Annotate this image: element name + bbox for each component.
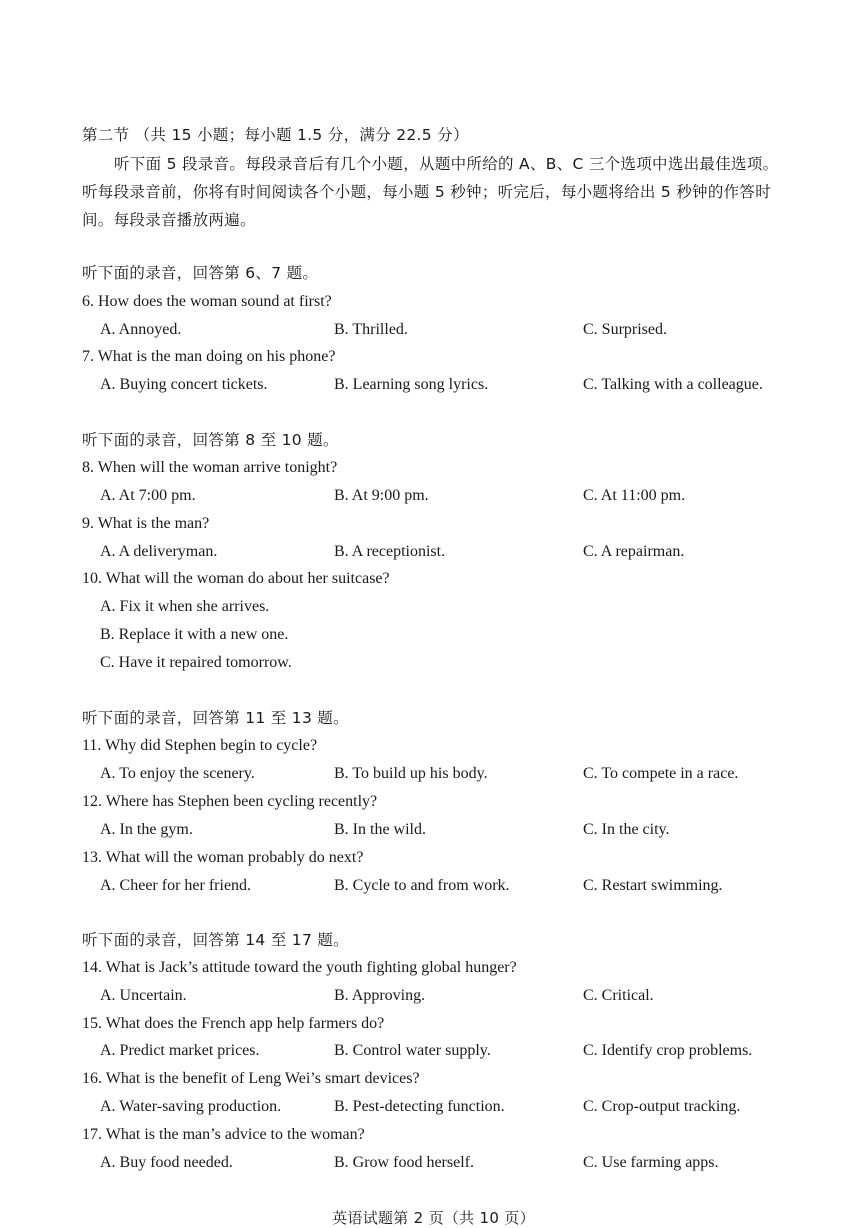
- q6-option-c: C. Surprised.: [583, 321, 667, 338]
- question-12: 12. Where has Stephen been cycling recently?: [82, 793, 378, 810]
- group-heading: 听下面的录音，回答第 14 至 17 题。: [82, 931, 349, 949]
- q17-option-b: B. Grow food herself.: [334, 1154, 474, 1171]
- q6-option-b: B. Thrilled.: [334, 321, 408, 338]
- question-16: 16. What is the benefit of Leng Wei’s smart devices?: [82, 1070, 420, 1087]
- q8-option-a: A. At 7:00 pm.: [100, 487, 196, 504]
- q10-option-a: A. Fix it when she arrives.: [100, 598, 270, 615]
- question-8: 8. When will the woman arrive tonight?: [82, 459, 338, 476]
- q14-option-a: A. Uncertain.: [100, 987, 187, 1004]
- q7-option-c: C. Talking with a colleague.: [583, 376, 763, 393]
- q13-option-b: B. Cycle to and from work.: [334, 877, 510, 894]
- q14-option-b: B. Approving.: [334, 987, 426, 1004]
- q11-option-b: B. To build up his body.: [334, 765, 488, 782]
- q12-option-a: A. In the gym.: [100, 821, 193, 838]
- q12-option-c: C. In the city.: [583, 821, 670, 838]
- q9-option-b: B. A receptionist.: [334, 543, 446, 560]
- question-13: 13. What will the woman probably do next?: [82, 849, 364, 866]
- q7-option-b: B. Learning song lyrics.: [334, 376, 489, 393]
- question-11: 11. Why did Stephen begin to cycle?: [82, 737, 318, 754]
- q17-option-a: A. Buy food needed.: [100, 1154, 233, 1171]
- group-heading: 听下面的录音，回答第 6、7 题。: [82, 264, 319, 282]
- q16-option-c: C. Crop-output tracking.: [583, 1098, 741, 1115]
- q8-option-c: C. At 11:00 pm.: [583, 487, 686, 504]
- q9-option-a: A. A deliveryman.: [100, 543, 218, 560]
- q13-option-c: C. Restart swimming.: [583, 877, 723, 894]
- section-instructions: 听下面 5 段录音。每段录音后有几个小题，从题中所给的 A、B、C 三个选项中选出最佳选项。听每段录音前，你将有时间阅读各个小题，每小题 5 秒钟；听完后，每小题将给出 5 秒钟的作答时间。每段录音播放两遍。: [82, 155, 779, 229]
- q7-option-a: A. Buying concert tickets.: [100, 376, 268, 393]
- q11-option-c: C. To compete in a race.: [583, 765, 739, 782]
- q16-option-a: A. Water-saving production.: [100, 1098, 282, 1115]
- q15-option-a: A. Predict market prices.: [100, 1042, 260, 1059]
- question-7: 7. What is the man doing on his phone?: [82, 348, 336, 365]
- group-heading: 听下面的录音，回答第 11 至 13 题。: [82, 709, 349, 727]
- q9-option-c: C. A repairman.: [583, 543, 685, 560]
- question-14: 14. What is Jack’s attitude toward the youth fighting global hunger?: [82, 959, 517, 976]
- q17-option-c: C. Use farming apps.: [583, 1154, 719, 1171]
- question-6: 6. How does the woman sound at first?: [82, 293, 332, 310]
- q12-option-b: B. In the wild.: [334, 821, 426, 838]
- q13-option-a: A. Cheer for her friend.: [100, 877, 252, 894]
- question-15: 15. What does the French app help farmers do?: [82, 1015, 385, 1032]
- q10-option-c: C. Have it repaired tomorrow.: [100, 654, 292, 671]
- q16-option-b: B. Pest-detecting function.: [334, 1098, 505, 1115]
- page-footer: 英语试题第 2 页（共 10 页）: [332, 1209, 535, 1227]
- q15-option-c: C. Identify crop problems.: [583, 1042, 753, 1059]
- question-9: 9. What is the man?: [82, 515, 210, 532]
- q14-option-c: C. Critical.: [583, 987, 654, 1004]
- question-10: 10. What will the woman do about her suitcase?: [82, 570, 390, 587]
- q15-option-b: B. Control water supply.: [334, 1042, 491, 1059]
- section-title: 第二节 （共 15 小题；每小题 1.5 分，满分 22.5 分）: [82, 126, 469, 144]
- group-heading: 听下面的录音，回答第 8 至 10 题。: [82, 431, 339, 449]
- q8-option-b: B. At 9:00 pm.: [334, 487, 429, 504]
- question-17: 17. What is the man’s advice to the woman?: [82, 1126, 365, 1143]
- q11-option-a: A. To enjoy the scenery.: [100, 765, 255, 782]
- q6-option-a: A. Annoyed.: [100, 321, 182, 338]
- q10-option-b: B. Replace it with a new one.: [100, 626, 289, 643]
